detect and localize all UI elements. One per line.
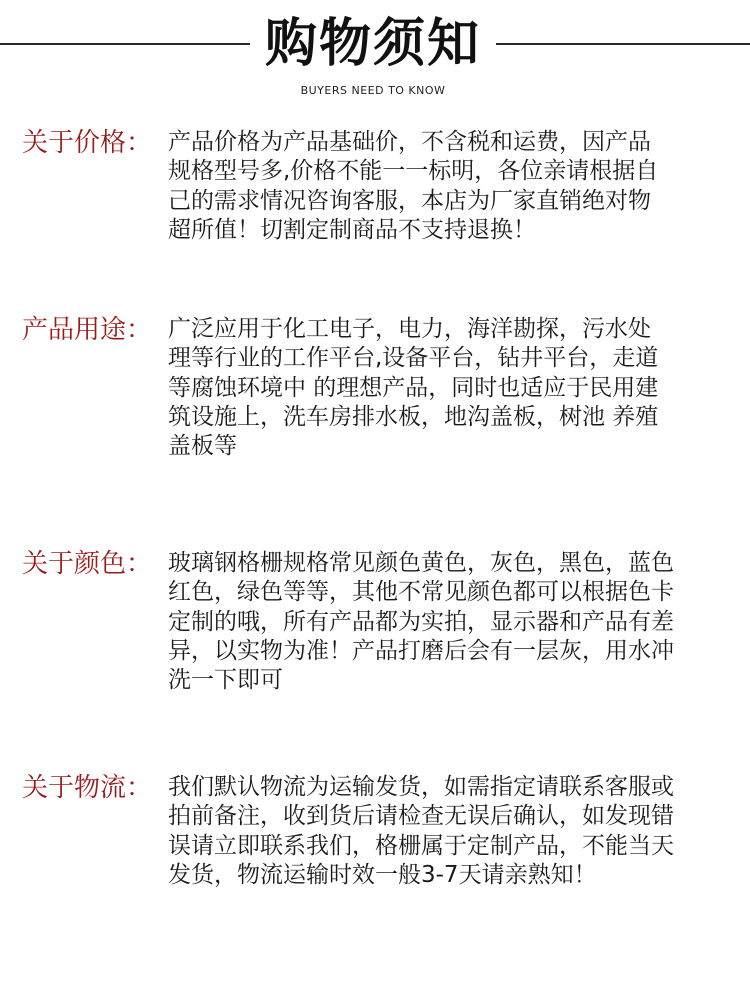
section-label: 产品用途： [22, 315, 153, 345]
section-line: 洗一下即可 [168, 667, 283, 694]
section-line: 拍前备注，收到货后请检查无误后确认，如发现错 [168, 803, 674, 830]
section-line: 超所值！切割定制商品不支持退换！ [168, 216, 536, 243]
section-body [168, 549, 714, 695]
section-line: 盖板等 [168, 433, 237, 460]
section-line: 广泛应用于化工电子，电力，海洋勘探，污水处 [168, 316, 651, 342]
section-line: 定制的哦，所有产品都为实拍，显示器和产品有差 [168, 608, 674, 635]
section-line: 理等行业的工作平台,设备平台，钻井平台，走道 [168, 345, 659, 372]
section-line: 己的需求情况咨询客服，本店为厂家直销绝对物 [168, 187, 651, 214]
section-line: 玻璃钢格栅规格常见颜色黄色，灰色，黑色，蓝色 [168, 550, 674, 576]
section-body [168, 773, 714, 890]
section-line: 误请立即联系我们，格栅属于定制产品，不能当天 [168, 832, 674, 859]
section-label: 关于颜色： [22, 549, 153, 579]
section-body [168, 315, 714, 461]
section-label: 关于物流： [22, 773, 153, 803]
section-label: 关于价格： [22, 128, 153, 158]
header-divider-left [0, 43, 250, 45]
section-line: 发货，物流运输时效一般3-7天请亲熟知！ [168, 861, 597, 888]
page-title: 购物须知 [264, 14, 481, 74]
section-line: 筑设施上，洗车房排水板，地沟盖板，树池 养殖 [168, 403, 659, 430]
header-divider-right [496, 43, 750, 45]
section-line: 异，以实物为准！产品打磨后会有一层灰，用水冲 [168, 637, 674, 664]
section-line: 等腐蚀环境中 的理想产品，同时也适应于民用建 [168, 374, 659, 401]
section-line: 规格型号多,价格不能一一标明，各位亲请根据自 [168, 158, 659, 185]
section-body [168, 128, 714, 245]
section-line: 产品价格为产品基础价，不含税和运费，因产品 [168, 129, 651, 155]
section-line: 红色，绿色等等，其他不常见颜色都可以根据色卡 [168, 579, 674, 606]
section-line: 我们默认物流为运输发货，如需指定请联系客服或 [168, 774, 674, 800]
page-subtitle: BUYERS NEED TO KNOW [300, 84, 446, 97]
